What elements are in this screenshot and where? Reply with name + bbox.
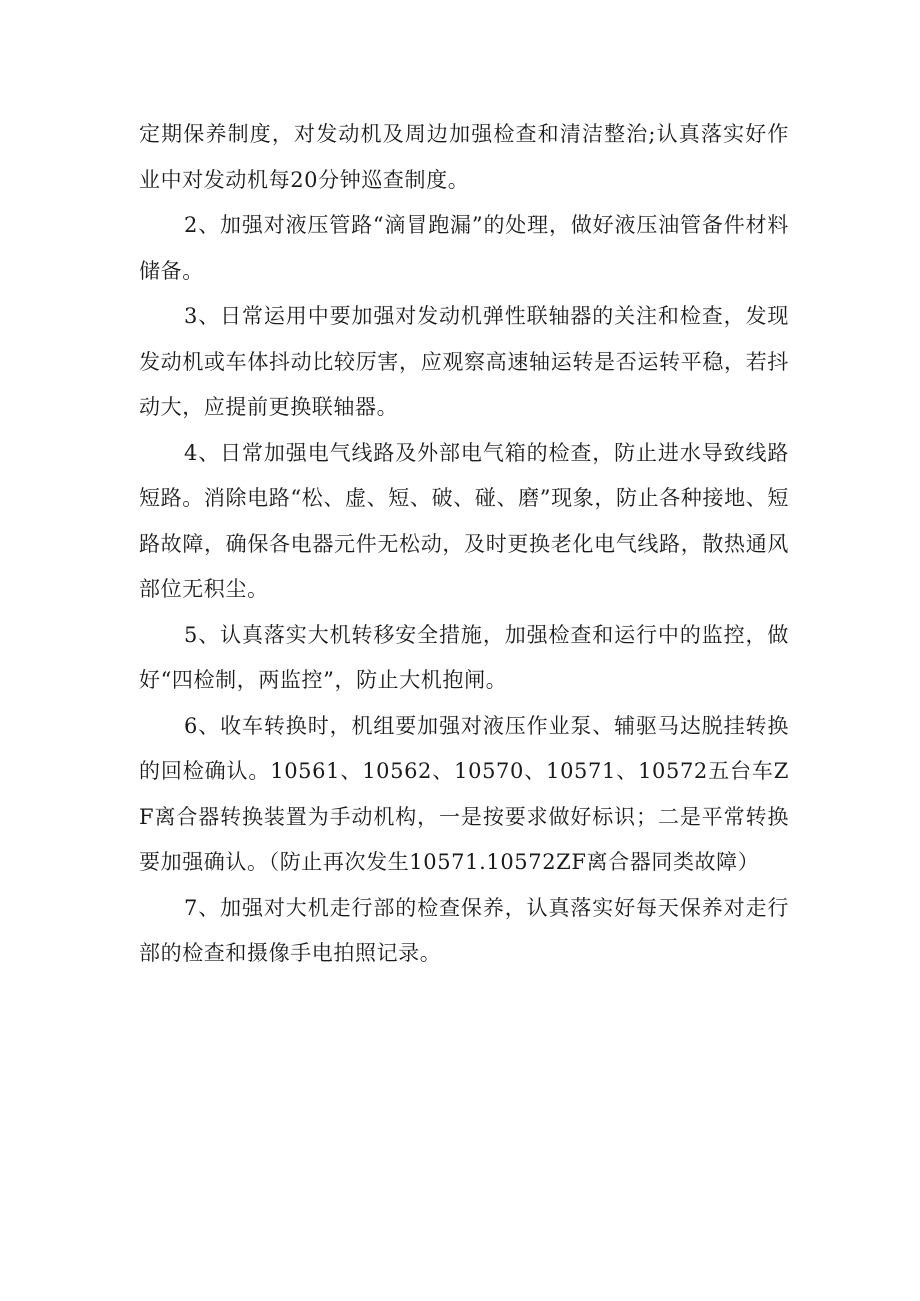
document-body	[139, 112, 789, 977]
paragraph-item-4: 4、日常加强电气线路及外部电气箱的检查，防止进水导致线路短路。消除电路“松、虚、短、破、碰、磨”现象，防止各种接地、短路故障，确保各电器元件无松动，及时更换老化电气线路，散热通风部位无积尘。	[139, 440, 789, 601]
paragraph-item-6: 6、收车转换时，机组要加强对液压作业泵、辅驱马达脱挂转换的回检确认。10561、10562、10570、10571、10572五台车ZF离合器转换装置为手动机构，一是按要求做好标识；二是平常转换要加强确认。（防止再次发生10571.10572ZF离合器同类故障）	[139, 713, 789, 874]
paragraph-item-7: 7、加强对大机走行部的检查保养，认真落实好每天保养对走行部的检查和摄像手电拍照记录。	[139, 895, 789, 965]
paragraph-continuation: 定期保养制度，对发动机及周边加强检查和清洁整治;认真落实好作业中对发动机每20分钟巡查制度。	[139, 122, 789, 192]
paragraph-item-3: 3、日常运用中要加强对发动机弹性联轴器的关注和检查，发现发动机或车体抖动比较厉害，应观察高速轴运转是否运转平稳，若抖动大，应提前更换联轴器。	[139, 304, 789, 419]
paragraph-item-2: 2、加强对液压管路“滴冒跑漏”的处理，做好液压油管备件材料储备。	[139, 213, 789, 283]
paragraph-item-5: 5、认真落实大机转移安全措施，加强检查和运行中的监控，做好“四检制，两监控”，防止大机抱闸。	[139, 622, 789, 692]
